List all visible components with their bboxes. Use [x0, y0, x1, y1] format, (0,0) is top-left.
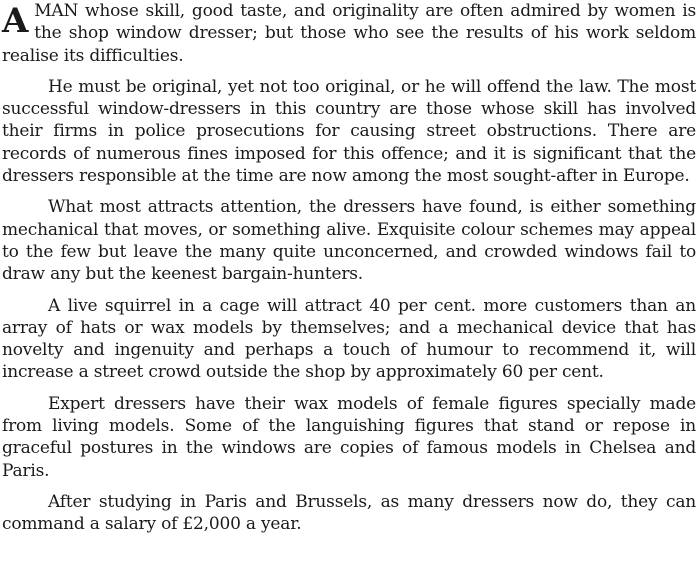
article-page — [2, 0, 696, 545]
paragraph-1 — [2, 0, 696, 67]
paragraph-5: Expert dressers have their wax models of female figures specially made from living models. Some of the languishing figures that stand or repose in graceful postures in the windows are copies of famous models in Chelsea and Paris. — [2, 393, 696, 481]
paragraph-3: What most attracts attention, the dressers have found, is either something mechanical that moves, or something alive. Exquisite colour schemes may appeal to the few but leave the many quite unconcerned, and crowded windows fail to draw any but the keenest bargain-hunters. — [2, 197, 696, 285]
paragraph-6: After studying in Paris and Brussels, as many dressers now do, they can command a salary of £2,000 a year. — [2, 491, 696, 535]
paragraph-2: He must be original, yet not too original, or he will offend the law. The most successful window-dressers in this country are those whose skill has involved their firms in police prosecutions for causing street obstructions. There are records of numerous fines imposed for this offence; and it is significant that the dressers responsible at the time are now among the most sought-after in Europe. — [2, 76, 696, 187]
paragraph-1-text: MAN whose skill, good taste, and originality are often admired by women is the shop window dresser; but those who see the results of his work seldom realise its difficulties. — [2, 1, 696, 66]
drop-cap: A — [2, 1, 29, 41]
paragraph-4: A live squirrel in a cage will attract 40 per cent. more customers than an array of hats or wax models by themselves; and a mechanical device that has novelty and ingenuity and perhaps a touch of humour to recommend it, will increase a street crowd outside the shop by approximately 60 per cent. — [2, 295, 696, 383]
